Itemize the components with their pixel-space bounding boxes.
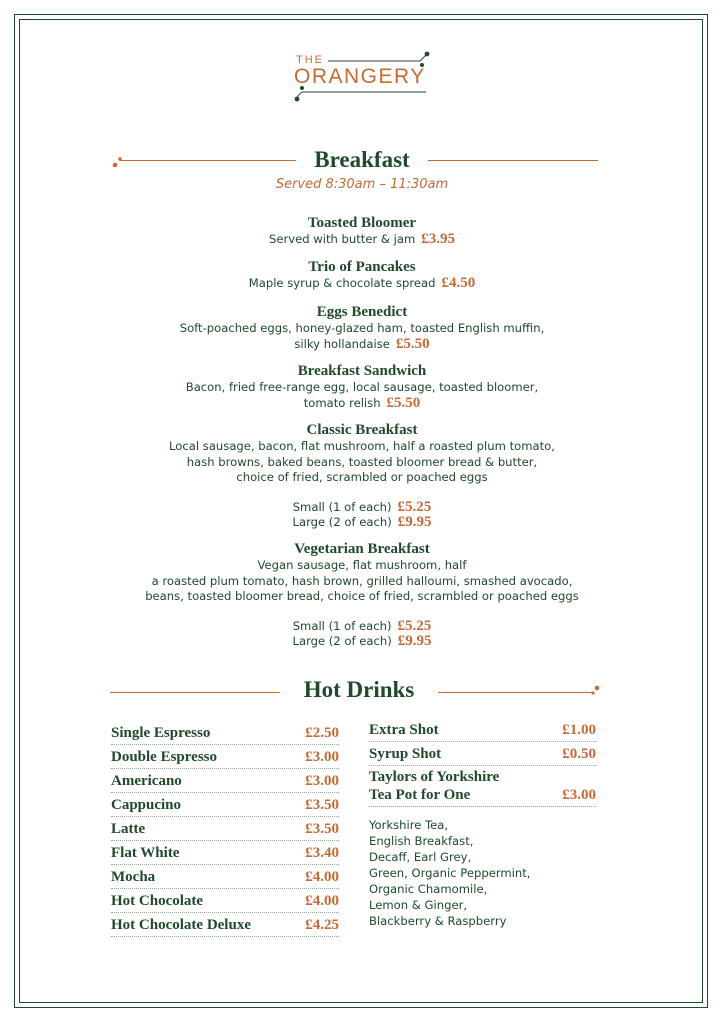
item-desc: Served with butter & jam [268,232,416,246]
drink-row [111,794,339,817]
item-price: £5.50 [386,394,421,411]
drink-row [111,722,339,745]
item-desc-line: tomato relish [303,395,381,410]
tea-options-list [369,817,609,929]
menu-item-eggs-benedict [60,304,664,352]
breakfast-title: Breakfast [314,147,410,172]
drink-name: Hot Chocolate Deluxe [111,917,251,933]
drink-name: Mocha [111,869,156,885]
item-desc-line: beans, toasted bloomer bread, choice of fried, scrambled or poached eggs [145,589,579,603]
drink-name: Taylors of Yorkshire [369,769,500,785]
menu-item-toasted-bloomer [60,215,664,248]
drink-price: £4.00 [305,869,339,885]
item-name: Eggs Benedict [316,304,408,320]
drink-name: Flat White [111,845,180,861]
drink-price: £2.50 [305,725,339,741]
drink-row [369,719,596,742]
item-desc-line: choice of fried, scrambled or poached eggs [236,470,488,484]
item-price: £4.50 [441,275,476,291]
drink-price: £4.00 [305,893,339,909]
drink-row [111,818,339,841]
size-small-label: Small (1 of each) [292,618,392,633]
hot-drinks-rule-right [438,692,594,693]
drink-name: Tea Pot for One [369,787,471,803]
menu-item-breakfast-sandwich [60,363,664,411]
drink-name: Syrup Shot [369,746,442,762]
size-small-label: Small (1 of each) [292,499,392,514]
drink-name: Americano [111,773,182,789]
item-desc-line: a roasted plum tomato, hash brown, grilled halloumi, smashed avocado, [151,573,573,588]
breakfast-served-time: Served 8:30am – 11:30am [275,177,449,192]
menu-item-trio-of-pancakes [60,259,664,292]
size-large-price: £9.95 [397,633,432,649]
breakfast-rule-right [428,160,598,161]
tea-option: Yorkshire Tea, [369,818,449,832]
breakfast-rule-left [120,160,296,161]
tea-option: Lemon & Ginger, [369,898,468,912]
item-desc-line: Vegan sausage, flat mushroom, half [257,558,467,572]
tea-option: Blackberry & Raspberry [369,914,507,928]
drink-row [111,866,339,889]
drink-row [111,842,339,865]
drink-name: Extra Shot [369,722,439,738]
drink-price: £3.50 [305,821,339,837]
tea-option: English Breakfast, [369,834,474,848]
item-desc-line: Local sausage, bacon, flat mushroom, half a roasted plum tomato, [169,439,555,453]
size-small-price: £5.25 [397,617,432,634]
item-desc-line: Bacon, fried free-range egg, local sausage, toasted bloomer, [185,380,539,394]
item-price: £3.95 [421,231,456,247]
tea-option: Organic Chamomile, [369,882,488,896]
drink-row [111,770,339,793]
drink-name: Double Espresso [111,749,217,765]
drink-name: Latte [111,821,146,837]
drink-row [369,743,596,766]
item-name: Classic Breakfast [306,422,418,438]
menu-item-classic-breakfast [60,422,664,531]
item-desc-line: Soft-poached eggs, honey-glazed ham, toasted English muffin, [179,321,545,335]
drink-name: Cappucino [111,797,182,813]
item-name: Breakfast Sandwich [297,363,427,379]
drink-row [111,914,339,937]
menu-item-vegetarian-breakfast [60,541,664,650]
tea-option: Decaff, Earl Grey, [369,850,472,864]
item-name: Vegetarian Breakfast [294,541,430,557]
drink-price: £1.00 [562,722,596,738]
drink-row-tea-pot [369,767,596,807]
drink-price: £3.00 [305,773,339,789]
drink-price: £4.25 [305,917,339,933]
item-name: Toasted Bloomer [307,215,417,231]
item-desc-line: silky hollandaise [294,336,390,351]
hot-drinks-rule-left [110,692,280,693]
drink-price: £3.00 [562,787,596,803]
item-desc: Maple syrup & chocolate spread [248,276,436,290]
logo-the: THE [296,54,324,66]
size-large-label: Large (2 of each) [292,634,392,648]
logo-name: ORANGERY [294,65,426,88]
drink-price: £3.40 [305,845,339,861]
drink-price: £0.50 [562,746,596,762]
tea-option: Green, Organic Peppermint, [369,866,531,880]
vine-right-icon [588,682,604,698]
hot-drinks-title: Hot Drinks [303,677,415,702]
item-name: Trio of Pancakes [308,259,416,275]
orangery-logo [280,48,440,108]
vine-left-icon [110,154,126,170]
drink-name: Single Espresso [111,725,211,741]
drink-row [111,890,339,913]
size-small-price: £5.25 [397,498,432,515]
drink-row [111,746,339,769]
drink-price: £3.00 [305,749,339,765]
drink-price: £3.50 [305,797,339,813]
size-large-price: £9.95 [397,514,432,530]
drink-name: Hot Chocolate [111,893,204,909]
size-large-label: Large (2 of each) [292,515,392,529]
item-price: £5.50 [395,335,430,352]
item-desc-line: hash browns, baked beans, toasted bloomer bread & butter, [186,454,538,469]
